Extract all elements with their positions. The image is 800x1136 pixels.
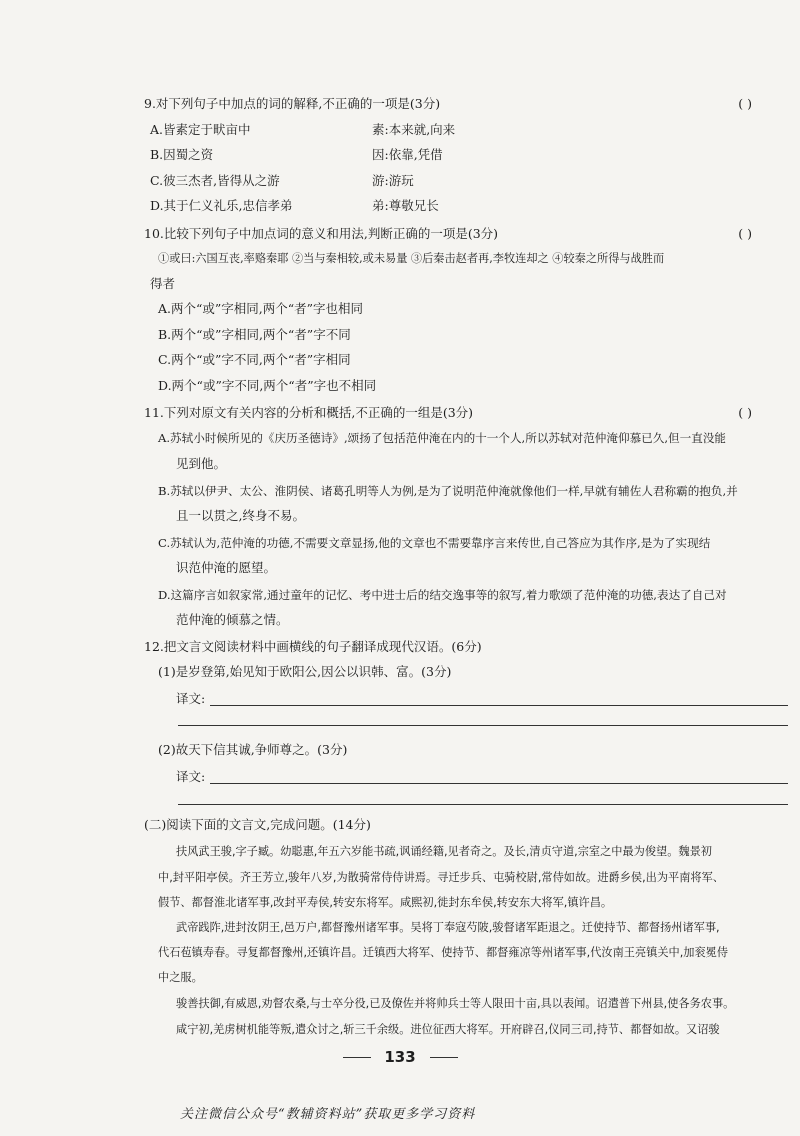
q12-translation-label-1: 译文:	[176, 691, 206, 706]
q11-option-b-line1: B.苏轼以伊尹、太公、淮阴侯、诸葛孔明等人为例,是为了说明范仲淹就像他们一样,早就有辅佐人君称霸的抱负,并	[158, 484, 738, 498]
q9-option-c: C.彼三杰者,皆得从之游	[150, 173, 280, 188]
q11-option-d-line2: 范仲淹的倾慕之情。	[176, 612, 289, 627]
answer-line[interactable]	[178, 725, 788, 726]
answer-line[interactable]	[210, 705, 788, 706]
q10-sentences-line2: 得者	[150, 276, 176, 291]
q12-translation-label-2: 译文:	[176, 769, 206, 784]
q9-option-d-explanation: 弟:尊敬兄长	[372, 198, 439, 213]
q12-stem: 12.把文言文阅读材料中画横线的句子翻译成现代汉语。(6分)	[144, 639, 482, 654]
answer-line[interactable]	[178, 804, 788, 805]
passage-line: 武帝践阼,进封汝阴王,邑万户,都督豫州诸军事。吴将丁奉寇芍陂,骏督诸军距退之。迁使持节、都督扬州诸军事,	[176, 921, 720, 934]
passage-line: 中之服。	[158, 971, 203, 984]
q10-option-b: B.两个“或”字相同,两个“者”字不同	[158, 327, 351, 342]
q12-sentence-1: (1)是岁登第,始见知于欧阳公,因公以识韩、富。(3分)	[158, 664, 452, 679]
q11-option-b-line2: 且一以贯之,终身不易。	[176, 508, 305, 523]
q11-option-a-line2: 见到他。	[176, 456, 227, 471]
q11-option-c-line1: C.苏轼认为,范仲淹的功德,不需要文章显扬,他的文章也不需要靠序言来传世,自己答应为其作序,是为了实现结	[158, 536, 711, 550]
q9-option-a-explanation: 素:本来就,向来	[372, 122, 456, 137]
q11-option-d-line1: D.这篇序言如叙家常,通过童年的记忆、考中进士后的结交逸事等的叙写,着力歌颂了范仲淹的功德,表达了自己对	[158, 588, 727, 602]
q9-answer-paren: ( )	[738, 96, 752, 111]
page-number: 133	[384, 1048, 416, 1066]
q9-stem: 9.对下列句子中加点的词的解释,不正确的一项是(3分)	[144, 96, 441, 111]
page-number-rule-right	[430, 1057, 458, 1058]
passage-line: 中,封平阳亭侯。齐王芳立,骏年八岁,为散骑常侍侍讲焉。寻迁步兵、屯骑校尉,常侍如故。进爵乡侯,出为平南将军、	[158, 871, 724, 884]
q9-option-b-explanation: 因:依靠,凭借	[372, 147, 443, 162]
q11-option-a-line1: A.苏轼小时候所见的《庆历圣德诗》,颂扬了包括范仲淹在内的十一个人,所以苏轼对范仲淹仰慕已久,但一直没能	[158, 431, 727, 445]
q9-option-a: A.皆素定于畎亩中	[150, 122, 251, 137]
footer-note: 关注微信公众号“教辅资料站”获取更多学习资料	[180, 1107, 476, 1122]
q9-option-b: B.因蜀之资	[150, 147, 214, 162]
answer-line[interactable]	[210, 783, 788, 784]
q10-answer-paren: ( )	[738, 226, 752, 241]
passage-line: 骏善扶御,有威恩,劝督农桑,与士卒分役,已及僚佐并将帅兵士等人限田十亩,具以表闻。诏遣普下州县,使各务农事。	[176, 997, 735, 1010]
q10-stem: 10.比较下列句子中加点词的意义和用法,判断正确的一项是(3分)	[144, 226, 499, 241]
q11-option-c-line2: 识范仲淹的愿望。	[176, 560, 277, 575]
q10-option-d: D.两个“或”字不同,两个“者”字也不相同	[158, 378, 377, 393]
q9-option-c-explanation: 游:游玩	[372, 173, 414, 188]
passage-line: 扶风武王骏,字子臧。幼聪惠,年五六岁能书疏,讽诵经籍,见者奇之。及长,清贞守道,宗室之中最为俊望。魏景初	[176, 845, 712, 858]
section2-heading: (二)阅读下面的文言文,完成问题。(14分)	[144, 817, 371, 832]
q10-option-c: C.两个“或”字不同,两个“者”字相同	[158, 352, 351, 367]
q10-option-a: A.两个“或”字相同,两个“者”字也相同	[158, 301, 364, 316]
q10-sentences-line1: ①或曰:六国互丧,率赂秦耶 ②当与秦相较,或未易量 ③后秦击赵者再,李牧连却之 ④较秦之所得与战胜而	[158, 252, 665, 265]
passage-line: 假节、都督淮北诸军事,改封平寿侯,转安东将军。咸熙初,徙封东牟侯,转安东大将军,镇许昌。	[158, 896, 613, 909]
q11-stem: 11.下列对原文有关内容的分析和概括,不正确的一组是(3分)	[144, 405, 474, 420]
q11-answer-paren: ( )	[738, 405, 752, 420]
q12-sentence-2: (2)故天下信其诚,争师尊之。(3分)	[158, 742, 348, 757]
passage-line: 咸宁初,羌虏树机能等叛,遣众讨之,斩三千余级。进位征西大将军。开府辟召,仪同三司,持节、都督如故。又诏骏	[176, 1023, 720, 1036]
passage-line: 代石苞镇寿春。寻复都督豫州,还镇许昌。迁镇西大将军、使持节、都督雍凉等州诸军事,代汝南王亮镇关中,加衮冕侍	[158, 946, 729, 959]
q9-option-d: D.其于仁义礼乐,忠信孝弟	[150, 198, 293, 213]
